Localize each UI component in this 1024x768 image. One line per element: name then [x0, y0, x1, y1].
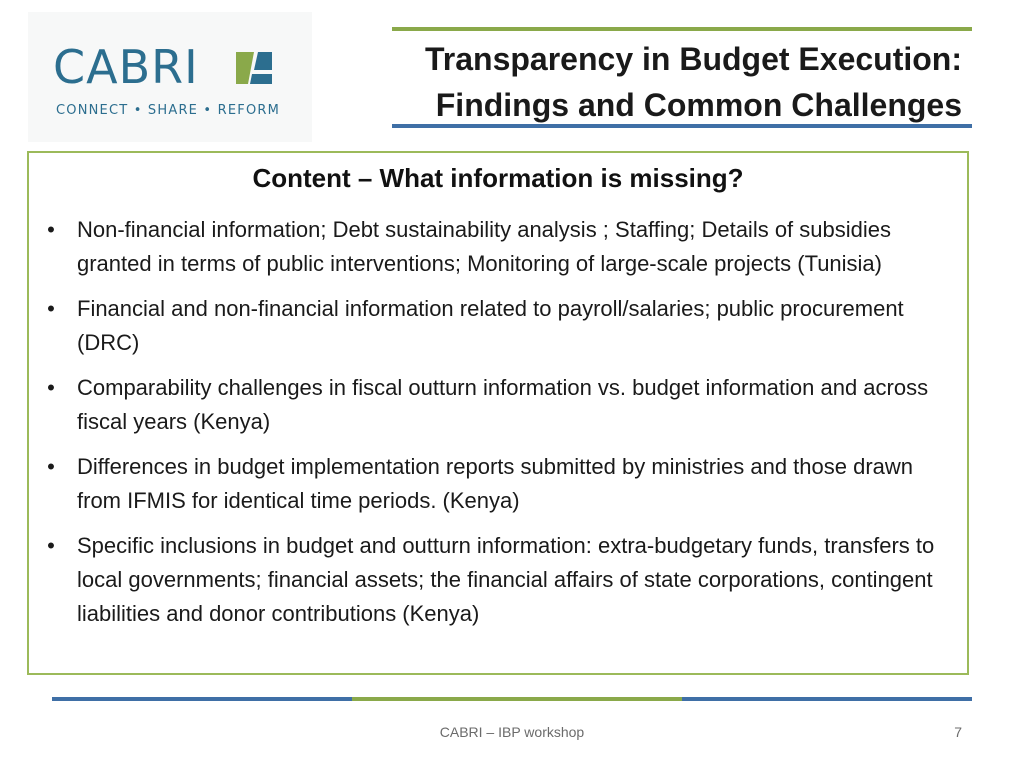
footer-rule-blue-left — [52, 697, 352, 701]
title-rule-bottom — [392, 124, 972, 128]
slide-title-line-2: Findings and Common Challenges — [435, 87, 962, 123]
logo-wordmark: CABRI — [53, 40, 199, 94]
bullet-item — [41, 292, 957, 360]
bullet-item — [41, 371, 957, 439]
title-rule-top — [392, 27, 972, 31]
bullet-text: Non-financial information; Debt sustainability analysis ; Staffing; Details of subsidies granted in terms of public interventions; Monitoring of large-scale projects (Tunisia) — [77, 217, 891, 276]
content-box — [27, 151, 969, 675]
bullet-text: Financial and non-financial information related to payroll/salaries; public procurement (DRC) — [77, 296, 904, 355]
footer-text: CABRI – IBP workshop — [439, 724, 585, 740]
footer-rule-blue-right — [682, 697, 972, 701]
bullet-dot-icon: • — [47, 454, 55, 479]
bullet-text: Differences in budget implementation reports submitted by ministries and those drawn from IFMIS for identical time periods. (Kenya) — [77, 454, 914, 513]
bullet-item — [41, 450, 957, 518]
footer-rule-green — [352, 697, 682, 701]
bullet-text: Specific inclusions in budget and outturn information: extra-budgetary funds, transfers to local governments; financial assets; the financial affairs of state corporations, contingent liabilities and donor contributions (Kenya) — [77, 533, 935, 626]
bullet-dot-icon: • — [47, 375, 55, 400]
content-heading: Content – What information is missing? — [252, 163, 744, 193]
bullet-dot-icon: • — [47, 533, 55, 558]
bullet-item — [41, 529, 957, 631]
logo-mark-icon — [232, 46, 276, 90]
bullet-list — [41, 213, 957, 642]
bullet-dot-icon: • — [47, 217, 55, 242]
logo-tagline: CONNECT • SHARE • REFORM — [56, 103, 281, 118]
bullet-text: Comparability challenges in fiscal outturn information vs. budget information and across fiscal years (Kenya) — [77, 375, 929, 434]
slide-title-line-1: Transparency in Budget Execution: — [425, 41, 962, 77]
bullet-item — [41, 213, 957, 281]
cabri-logo — [28, 12, 312, 142]
page-number: 7 — [954, 724, 962, 740]
slide-title — [362, 36, 962, 128]
bullet-dot-icon: • — [47, 296, 55, 321]
